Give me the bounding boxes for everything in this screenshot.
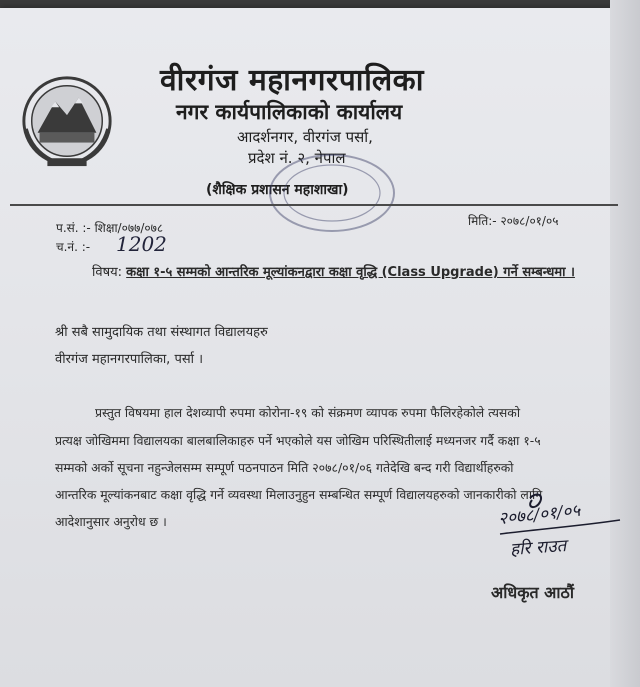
date-label: मिति:- bbox=[468, 214, 497, 228]
org-title: वीरगंज महानगरपालिका bbox=[160, 63, 424, 98]
addressee-line-2: वीरगंज महानगरपालिका, पर्सा । bbox=[55, 352, 204, 367]
subject-text: कक्षा १-५ सम्मको आन्तरिक मूल्यांकनद्वारा कक्षा वृद्धि (Class Upgrade) गर्ने सम्बन्धमा । bbox=[126, 265, 575, 280]
paper-edge bbox=[610, 0, 640, 687]
office-seal-stamp bbox=[262, 148, 402, 238]
signatory-designation: अधिकृत आठौं bbox=[491, 583, 574, 602]
body-line-5: आदेशानुसार अनुरोध छ । bbox=[55, 514, 167, 529]
office-province: प्रदेश नं. २, नेपाल bbox=[248, 149, 346, 167]
cn-label: च.नं. :- bbox=[56, 240, 91, 254]
subject-label: विषय: bbox=[92, 265, 123, 280]
ps-label: प.सं. :- bbox=[56, 221, 91, 235]
body-line-3: सम्मको अर्को सूचना नहुन्जेलसम्म सम्पूर्ण पठनपाठन मिति २०७८/०१/०६ गतेदेखि बन्द गरी विद्यार्थीहरुको bbox=[55, 460, 514, 475]
date-value: २०७८/०१/०५ bbox=[500, 214, 559, 228]
branch-name: (शैक्षिक प्रशासन महाशाखा) bbox=[206, 182, 349, 198]
office-address: आदर्शनगर, वीरगंज पर्सा, bbox=[237, 128, 373, 146]
letter-date bbox=[468, 212, 558, 229]
body-line-2: प्रत्यक्ष जोखिममा विद्यालयका बालबालिकाहरु पर्ने भएकोले यस जोखिम परिस्थितीलाई मध्यनजर गर्दै कक्षा १-५ bbox=[55, 433, 541, 448]
signature-date: २०७८/०१/०५ bbox=[497, 500, 582, 530]
signature-name: हरि राउत bbox=[509, 536, 567, 560]
ps-value: शिक्षा/०७७/०७८ bbox=[94, 221, 164, 235]
office-subtitle: नगर कार्यपालिकाको कार्यालय bbox=[176, 100, 403, 124]
addressee-line-1: श्री सबै सामुदायिक तथा संस्थागत विद्यालयहरु bbox=[55, 325, 268, 340]
nepal-emblem-icon bbox=[18, 72, 116, 170]
body-line-1: प्रस्तुत विषयमा हाल देशव्यापी रुपमा कोरोना-१९ को संक्रमण व्यापक रुपमा फैलिरहेकोले त्यसको bbox=[95, 405, 521, 420]
subject-line bbox=[92, 262, 575, 280]
body-line-4: आन्तरिक मूल्यांकनबाट कक्षा वृद्धि गर्ने व्यवस्था मिलाउनुहुन सम्बन्धित सम्पूर्ण विद्यालयहरुको जानकारीको लागि bbox=[55, 487, 543, 502]
cn-value-handwritten: 1202 bbox=[116, 232, 167, 256]
header-divider bbox=[10, 204, 618, 206]
